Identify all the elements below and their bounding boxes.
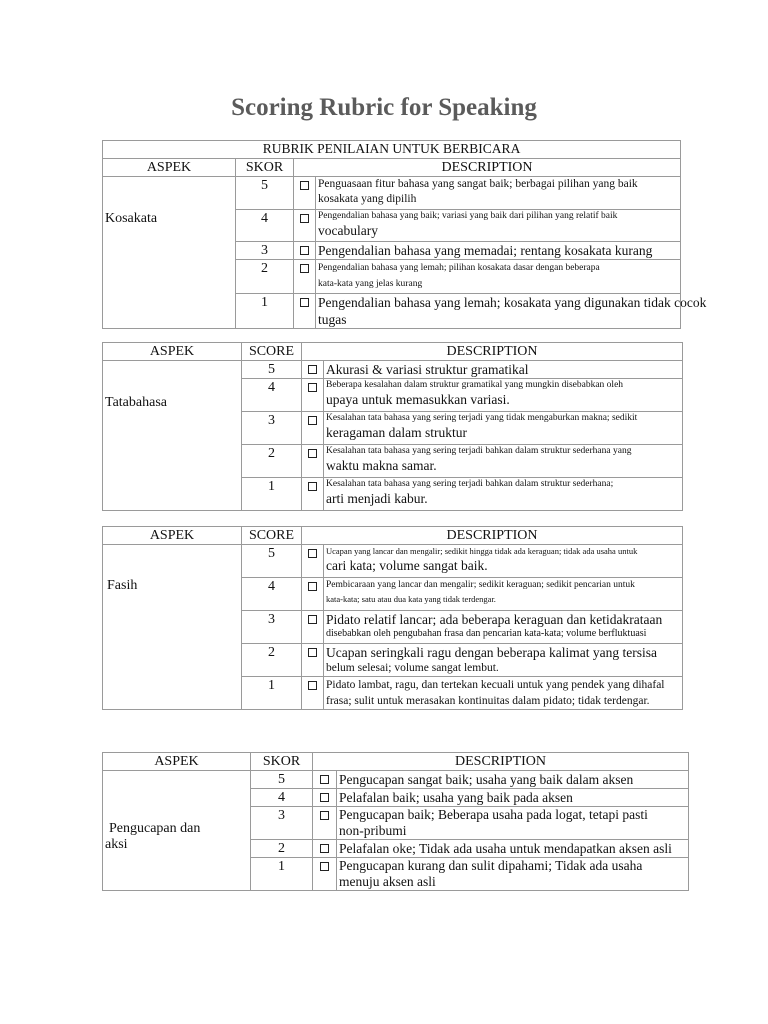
description-cell: Pengucapan baik; Beberapa usaha pada logat, tetapi pasti non-pribumi	[337, 807, 689, 840]
checkbox-icon	[294, 210, 316, 242]
aspek-cell: Kosakata	[103, 177, 236, 329]
score-cell: 5	[236, 177, 294, 210]
checkbox-icon	[294, 177, 316, 210]
score-cell: 3	[236, 242, 294, 260]
header-description: DESCRIPTION	[302, 343, 683, 361]
description-cell: Pengendalian bahasa yang lemah; kosakata yang digunakan tidak cocok tugas	[316, 294, 681, 329]
checkbox-icon	[302, 644, 324, 677]
checkbox-icon	[313, 840, 337, 858]
checkbox-icon	[302, 545, 324, 578]
description-cell: Pembicaraan yang lancar dan mengalir; sedikit keraguan; sedikit pencarian untuk kata-kata; satu atau dua kata yang tidak terdengar.	[324, 578, 683, 611]
header-description: DESCRIPTION	[302, 527, 683, 545]
rubric-table-kosakata	[102, 140, 707, 329]
description-cell: Penguasaan fitur bahasa yang sangat baik; berbagai pilihan yang baik kosakata yang dipilih	[316, 177, 681, 210]
header-score: SCORE	[242, 527, 302, 545]
score-cell: 2	[251, 840, 313, 858]
score-cell: 1	[236, 294, 294, 329]
rubric-table-tatabahasa	[102, 342, 683, 511]
page-title: Scoring Rubric for Speaking	[231, 94, 537, 121]
header-score: SKOR	[236, 159, 294, 177]
checkbox-icon	[313, 858, 337, 891]
score-cell: 4	[251, 789, 313, 807]
checkbox-icon	[302, 412, 324, 445]
aspek-cell	[103, 771, 251, 891]
score-cell: 5	[251, 771, 313, 789]
header-score: SKOR	[251, 753, 313, 771]
score-cell: 4	[242, 578, 302, 611]
rubric-table-fasih	[102, 526, 683, 710]
score-cell: 1	[242, 478, 302, 511]
header-aspek: ASPEK	[103, 343, 242, 361]
header-aspek: ASPEK	[103, 753, 251, 771]
checkbox-icon	[302, 478, 324, 511]
rubric-table-pengucapan	[102, 752, 689, 891]
description-cell: Pengendalian bahasa yang memadai; rentang kosakata kurang	[316, 242, 681, 260]
checkbox-icon	[313, 789, 337, 807]
checkbox-icon	[313, 807, 337, 840]
score-cell: 2	[236, 260, 294, 294]
description-cell: Kesalahan tata bahasa yang sering terjadi bahkan dalam struktur sederhana; arti menjadi kabur.	[324, 478, 683, 511]
score-cell: 5	[242, 361, 302, 379]
table-caption: RUBRIK PENILAIAN UNTUK BERBICARA	[103, 141, 681, 159]
aspek-cell: Tatabahasa	[103, 361, 242, 511]
description-cell: Pidato relatif lancar; ada beberapa keraguan dan ketidakrataan disebabkan oleh pengubahan frasa dan pencarian kata-kata; volume berfluktuasi	[324, 611, 683, 644]
header-aspek: ASPEK	[103, 159, 236, 177]
description-cell: Pengucapan kurang dan sulit dipahami; Tidak ada usaha menuju aksen asli	[337, 858, 689, 891]
description-cell: Pengendalian bahasa yang baik; variasi yang baik dari pilihan yang relatif baik vocabulary	[316, 210, 681, 242]
score-cell: 5	[242, 545, 302, 578]
checkbox-icon	[294, 260, 316, 294]
header-description: DESCRIPTION	[313, 753, 689, 771]
description-cell: Pengucapan sangat baik; usaha yang baik dalam aksen	[337, 771, 689, 789]
score-cell: 2	[242, 445, 302, 478]
score-cell: 2	[242, 644, 302, 677]
checkbox-icon	[302, 445, 324, 478]
checkbox-icon	[302, 611, 324, 644]
score-cell: 3	[251, 807, 313, 840]
description-cell: Pelafalan baik; usaha yang baik pada aksen	[337, 789, 689, 807]
checkbox-icon	[313, 771, 337, 789]
description-cell: Ucapan seringkali ragu dengan beberapa kalimat yang tersisa belum selesai; volume sangat lembut.	[324, 644, 683, 677]
aspek-line-1: Pengucapan dan	[109, 821, 201, 836]
description-cell: Pidato lambat, ragu, dan tertekan kecuali untuk yang pendek yang dihafal frasa; sulit untuk merasakan kontinuitas dalam pidato; tidak terdengar.	[324, 677, 683, 710]
description-cell: Kesalahan tata bahasa yang sering terjadi bahkan dalam struktur sederhana yang waktu makna samar.	[324, 445, 683, 478]
header-score: SCORE	[242, 343, 302, 361]
score-cell: 4	[236, 210, 294, 242]
header-description: DESCRIPTION	[294, 159, 681, 177]
checkbox-icon	[302, 578, 324, 611]
checkbox-icon	[294, 294, 316, 329]
description-cell: Ucapan yang lancar dan mengalir; sedikit hingga tidak ada keraguan; tidak ada usaha untuk cari kata; volume sangat baik.	[324, 545, 683, 578]
description-cell: Beberapa kesalahan dalam struktur gramatikal yang mungkin disebabkan oleh upaya untuk memasukkan variasi.	[324, 379, 683, 412]
checkbox-icon	[294, 242, 316, 260]
score-cell: 3	[242, 412, 302, 445]
description-cell: Pengendalian bahasa yang lemah; pilihan kosakata dasar dengan beberapa kata-kata yang jelas kurang	[316, 260, 681, 294]
description-cell: Akurasi & variasi struktur gramatikal	[324, 361, 683, 379]
description-cell: Pelafalan oke; Tidak ada usaha untuk mendapatkan aksen asli	[337, 840, 689, 858]
checkbox-icon	[302, 361, 324, 379]
checkbox-icon	[302, 379, 324, 412]
aspek-line-2: aksi	[105, 837, 128, 852]
score-cell: 1	[251, 858, 313, 891]
header-aspek: ASPEK	[103, 527, 242, 545]
description-cell: Kesalahan tata bahasa yang sering terjadi yang tidak mengaburkan makna; sedikit keragaman dalam struktur	[324, 412, 683, 445]
score-cell: 3	[242, 611, 302, 644]
checkbox-icon	[302, 677, 324, 710]
score-cell: 4	[242, 379, 302, 412]
aspek-cell: Fasih	[103, 545, 242, 710]
score-cell: 1	[242, 677, 302, 710]
